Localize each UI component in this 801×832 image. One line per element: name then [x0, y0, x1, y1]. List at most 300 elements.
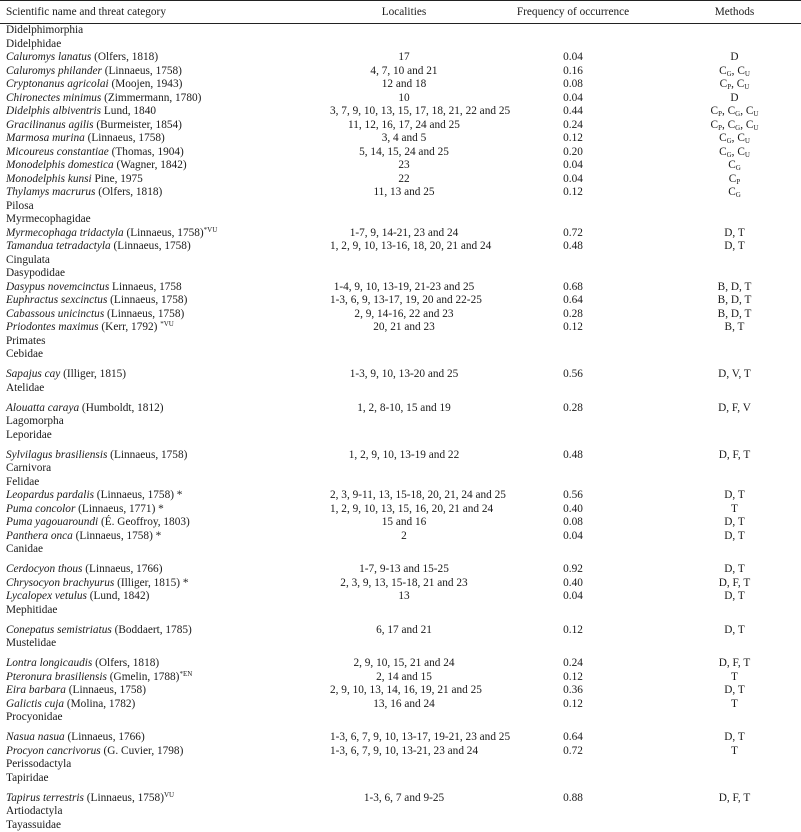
species-row — [0, 684, 801, 698]
frequency-cell: 0.16 — [478, 65, 668, 79]
frequency-cell: 0.72 — [478, 227, 668, 241]
localities-cell: 1-4, 9, 10, 13-19, 21-23 and 25 — [330, 281, 478, 295]
taxon-group-label: Dasypodidae — [0, 267, 801, 281]
species-name: Didelphis albiventris — [6, 105, 101, 117]
methods-cell — [668, 402, 801, 416]
species-row — [0, 368, 801, 382]
species-row — [0, 240, 801, 254]
species-row — [0, 590, 801, 604]
table-header — [0, 1, 801, 24]
method-subscript: G — [735, 124, 740, 132]
species-name: Marmosa murina — [6, 132, 85, 144]
method-subscript: U — [753, 124, 758, 132]
species-authority: (Linnaeus, 1758) * — [73, 530, 161, 542]
species-row — [0, 78, 801, 92]
species-authority: (Linnaeus, 1758) — [66, 684, 146, 696]
localities-cell: 23 — [330, 159, 478, 173]
species-row — [0, 731, 801, 745]
species-authority: (Linnaeus, 1758) — [107, 294, 187, 306]
species-authority: (Burmeister, 1854) — [94, 119, 182, 131]
taxon-group-label: Atelidae — [0, 382, 801, 396]
species-authority: (Linnaeus, 1758) — [111, 240, 191, 252]
taxon-group-label: Cebidae — [0, 348, 801, 362]
scientific-name-cell — [0, 657, 330, 671]
method-code: B, D, T — [718, 294, 752, 306]
method-subscript: G — [727, 151, 732, 159]
methods-cell — [668, 105, 801, 119]
localities-cell: 15 and 16 — [330, 516, 478, 530]
frequency-cell: 0.04 — [478, 92, 668, 106]
species-name: Gracilinanus agilis — [6, 119, 94, 131]
method-code: B, D, T — [718, 281, 752, 293]
localities-cell: 1-3, 9, 10, 13-20 and 25 — [330, 368, 478, 382]
species-authority: (Olfers, 1818) — [92, 657, 159, 669]
species-row — [0, 577, 801, 591]
taxon-group-row — [0, 711, 801, 725]
localities-cell: 13, 16 and 24 — [330, 698, 478, 712]
taxon-group-row — [0, 415, 801, 429]
localities-cell: 1-7, 9, 14-21, 23 and 24 — [330, 227, 478, 241]
methods-cell — [668, 321, 801, 335]
species-authority: (Illiger, 1815) — [60, 368, 126, 380]
localities-cell: 2, 9, 14-16, 22 and 23 — [330, 308, 478, 322]
method-code: C — [711, 119, 719, 131]
species-row — [0, 186, 801, 200]
species-row — [0, 698, 801, 712]
methods-cell — [668, 51, 801, 65]
methods-cell — [668, 657, 801, 671]
species-name: Priodontes maximus — [6, 321, 99, 333]
method-code: , C — [740, 105, 753, 117]
scientific-name-cell — [0, 530, 330, 544]
species-name: Euphractus sexcinctus — [6, 294, 107, 306]
frequency-cell: 0.92 — [478, 563, 668, 577]
species-name: Tapirus terrestris — [6, 792, 84, 804]
species-authority: (Linnaeus, 1758) — [84, 792, 164, 804]
frequency-cell: 0.12 — [478, 698, 668, 712]
method-subscript: G — [736, 191, 741, 199]
taxon-group-row — [0, 200, 801, 214]
scientific-name-cell — [0, 186, 330, 200]
threat-category: VU — [164, 791, 174, 799]
scientific-name-cell — [0, 368, 330, 382]
species-name: Monodelphis domestica — [6, 159, 114, 171]
species-authority: (Illiger, 1815) * — [114, 577, 188, 589]
taxon-group-row — [0, 335, 801, 349]
scientific-name-cell — [0, 792, 330, 806]
localities-cell: 3, 7, 9, 10, 13, 15, 17, 18, 21, 22 and 25 — [330, 105, 478, 119]
localities-cell: 1-3, 6, 7, 9, 10, 13-17, 19-21, 23 and 25 — [330, 731, 478, 745]
scientific-name-cell — [0, 516, 330, 530]
taxon-group-label: Tapiridae — [0, 772, 801, 786]
frequency-cell: 0.64 — [478, 294, 668, 308]
species-row — [0, 321, 801, 335]
scientific-name-cell — [0, 281, 330, 295]
scientific-name-cell — [0, 503, 330, 517]
species-row — [0, 227, 801, 241]
method-subscript: G — [727, 70, 732, 78]
methods-cell — [668, 503, 801, 517]
method-code: D, F, T — [719, 577, 751, 589]
taxon-group-label: Didelphidae — [0, 38, 801, 52]
localities-cell: 1-7, 9-13 and 15-25 — [330, 563, 478, 577]
scientific-name-cell — [0, 240, 330, 254]
methods-cell — [668, 132, 801, 146]
localities-cell: 2, 3, 9-11, 13, 15-18, 20, 21, 24 and 25 — [330, 489, 478, 503]
taxon-group-row — [0, 348, 801, 362]
frequency-cell: 0.48 — [478, 240, 668, 254]
taxon-group-label: Canidae — [0, 543, 801, 557]
method-code: D, T — [724, 590, 745, 602]
method-subscript: U — [745, 151, 750, 159]
species-authority: (Linnaeus, 1758) — [124, 227, 204, 239]
species-name: Nasua nasua — [6, 731, 65, 743]
method-code: C — [729, 173, 737, 185]
methods-cell — [668, 308, 801, 322]
localities-cell: 12 and 18 — [330, 78, 478, 92]
frequency-cell: 0.08 — [478, 516, 668, 530]
taxon-group-label: Felidae — [0, 476, 801, 490]
frequency-cell: 0.20 — [478, 146, 668, 160]
taxon-group-row — [0, 604, 801, 618]
localities-cell: 1, 2, 8-10, 15 and 19 — [330, 402, 478, 416]
method-code: , C — [732, 146, 745, 158]
localities-cell: 2, 3, 9, 13, 15-18, 21 and 23 — [330, 577, 478, 591]
localities-cell: 1, 2, 9, 10, 13, 15, 16, 20, 21 and 24 — [330, 503, 478, 517]
methods-cell — [668, 159, 801, 173]
method-code: C — [720, 78, 728, 90]
frequency-cell: 0.04 — [478, 530, 668, 544]
species-authority: (Linnaeus, 1758) — [104, 308, 184, 320]
localities-cell: 1-3, 6, 9, 13-17, 19, 20 and 22-25 — [330, 294, 478, 308]
taxon-group-row — [0, 382, 801, 396]
method-code: D, T — [724, 684, 745, 696]
scientific-name-cell — [0, 51, 330, 65]
species-row — [0, 51, 801, 65]
species-row — [0, 294, 801, 308]
frequency-cell: 0.04 — [478, 173, 668, 187]
frequency-cell: 0.24 — [478, 657, 668, 671]
scientific-name-cell — [0, 731, 330, 745]
header-scientific-name: Scientific name and threat category — [0, 1, 330, 24]
method-subscript: P — [727, 83, 731, 91]
scientific-name-cell — [0, 684, 330, 698]
scientific-name-cell — [0, 321, 330, 335]
localities-cell: 4, 7, 10 and 21 — [330, 65, 478, 79]
localities-cell: 3, 4 and 5 — [330, 132, 478, 146]
species-name: Chironectes minimus — [6, 92, 101, 104]
method-code: C — [711, 105, 719, 117]
frequency-cell: 0.12 — [478, 671, 668, 685]
method-subscript: U — [745, 70, 750, 78]
method-code: , C — [740, 119, 753, 131]
method-subscript: G — [735, 110, 740, 118]
frequency-cell: 0.04 — [478, 590, 668, 604]
species-authority: (Molina, 1782) — [64, 698, 135, 710]
method-code: D, F, T — [719, 449, 751, 461]
methods-cell — [668, 698, 801, 712]
species-authority: (Humboldt, 1812) — [79, 402, 163, 414]
localities-cell: 13 — [330, 590, 478, 604]
taxon-group-label: Primates — [0, 335, 801, 349]
method-subscript: P — [736, 178, 740, 186]
taxon-group-label: Didelphimorphia — [0, 24, 801, 38]
species-authority: (Thomas, 1904) — [109, 146, 184, 158]
species-name: Sylvilagus brasiliensis — [6, 449, 107, 461]
method-code: T — [731, 745, 738, 757]
localities-cell: 17 — [330, 51, 478, 65]
method-code: D, F, T — [719, 792, 751, 804]
frequency-cell: 0.08 — [478, 78, 668, 92]
species-authority: (Lund, 1842) — [87, 590, 149, 602]
taxon-group-row — [0, 24, 801, 38]
taxon-group-row — [0, 758, 801, 772]
header-methods: Methods — [668, 1, 801, 24]
scientific-name-cell — [0, 119, 330, 133]
scientific-name-cell — [0, 671, 330, 685]
scientific-name-cell — [0, 745, 330, 759]
species-row — [0, 146, 801, 160]
species-row — [0, 281, 801, 295]
species-row — [0, 516, 801, 530]
taxon-group-row — [0, 267, 801, 281]
species-row — [0, 132, 801, 146]
method-code: D — [730, 51, 738, 63]
species-row — [0, 563, 801, 577]
method-subscript: G — [736, 164, 741, 172]
species-row — [0, 159, 801, 173]
method-code: D, F, T — [719, 657, 751, 669]
frequency-cell: 0.28 — [478, 308, 668, 322]
frequency-cell: 0.12 — [478, 132, 668, 146]
species-name: Chrysocyon brachyurus — [6, 577, 114, 589]
species-row — [0, 745, 801, 759]
species-name: Panthera onca — [6, 530, 73, 542]
method-subscript: P — [718, 110, 722, 118]
species-name: Thylamys macrurus — [6, 186, 95, 198]
frequency-cell: 0.64 — [478, 731, 668, 745]
species-row — [0, 503, 801, 517]
frequency-cell: 0.68 — [478, 281, 668, 295]
taxon-group-label: Cingulata — [0, 254, 801, 268]
species-authority: (Moojen, 1943) — [109, 78, 183, 90]
localities-cell: 10 — [330, 92, 478, 106]
species-row — [0, 671, 801, 685]
methods-cell — [668, 92, 801, 106]
localities-cell: 1-3, 6, 7, 9, 10, 13-21, 23 and 24 — [330, 745, 478, 759]
localities-cell: 22 — [330, 173, 478, 187]
frequency-cell: 0.44 — [478, 105, 668, 119]
species-name: Tamandua tetradactyla — [6, 240, 111, 252]
species-row — [0, 449, 801, 463]
species-authority: (Linnaeus, 1766) — [82, 563, 162, 575]
methods-cell — [668, 227, 801, 241]
method-code: D, T — [724, 240, 745, 252]
method-subscript: U — [753, 110, 758, 118]
species-authority: (Linnaeus, 1766) — [65, 731, 145, 743]
species-row — [0, 489, 801, 503]
methods-cell — [668, 684, 801, 698]
localities-cell: 2, 9, 10, 13, 14, 16, 19, 21 and 25 — [330, 684, 478, 698]
species-authority: Lund, 1840 — [101, 105, 156, 117]
species-authority: (Linnaeus, 1758) * — [94, 489, 182, 501]
localities-cell: 1, 2, 9, 10, 13-16, 18, 20, 21 and 24 — [330, 240, 478, 254]
scientific-name-cell — [0, 577, 330, 591]
methods-cell — [668, 281, 801, 295]
frequency-cell: 0.72 — [478, 745, 668, 759]
methods-cell — [668, 173, 801, 187]
scientific-name-cell — [0, 489, 330, 503]
species-authority: (Boddaert, 1785) — [112, 624, 192, 636]
species-authority: (G. Cuvier, 1798) — [101, 745, 184, 757]
header-localities: Localities — [330, 1, 478, 24]
scientific-name-cell — [0, 227, 330, 241]
species-row — [0, 624, 801, 638]
species-authority: (Wagner, 1842) — [114, 159, 187, 171]
species-authority: (Olfers, 1818) — [95, 186, 162, 198]
taxon-group-label: Leporidae — [0, 429, 801, 443]
species-name: Lycalopex vetulus — [6, 590, 87, 602]
method-code: D, V, T — [718, 368, 751, 380]
method-code: C — [728, 159, 736, 171]
methods-cell — [668, 368, 801, 382]
species-authority: Pine, 1975 — [92, 173, 143, 185]
scientific-name-cell — [0, 590, 330, 604]
method-code: D, T — [724, 489, 745, 501]
methods-cell — [668, 146, 801, 160]
method-code: B, T — [725, 321, 745, 333]
species-row — [0, 657, 801, 671]
scientific-name-cell — [0, 294, 330, 308]
localities-cell: 1-3, 6, 7 and 9-25 — [330, 792, 478, 806]
localities-cell: 5, 14, 15, 24 and 25 — [330, 146, 478, 160]
species-name: Caluromys lanatus — [6, 51, 91, 63]
frequency-cell: 0.56 — [478, 489, 668, 503]
species-authority: (É. Geoffroy, 1803) — [98, 516, 190, 528]
method-code: , C — [732, 65, 745, 77]
frequency-cell: 0.04 — [478, 159, 668, 173]
frequency-cell: 0.40 — [478, 577, 668, 591]
taxon-group-row — [0, 476, 801, 490]
method-subscript: U — [744, 83, 749, 91]
taxon-group-label: Lagomorpha — [0, 415, 801, 429]
taxon-group-label: Tayassuidae — [0, 819, 801, 832]
species-authority: Linnaeus, 1758 — [109, 281, 181, 293]
method-code: C — [719, 146, 727, 158]
species-row — [0, 173, 801, 187]
taxon-group-row — [0, 819, 801, 832]
frequency-cell: 0.28 — [478, 402, 668, 416]
species-name: Pteronura brasiliensis — [6, 671, 107, 683]
method-code: D, T — [724, 516, 745, 528]
species-name: Cerdocyon thous — [6, 563, 82, 575]
method-code: C — [719, 65, 727, 77]
methods-cell — [668, 449, 801, 463]
species-row — [0, 308, 801, 322]
method-code: D, T — [724, 227, 745, 239]
taxon-group-row — [0, 543, 801, 557]
method-code: D — [730, 92, 738, 104]
frequency-cell: 0.12 — [478, 624, 668, 638]
method-code: D, T — [724, 731, 745, 743]
method-subscript: P — [718, 124, 722, 132]
species-name: Eira barbara — [6, 684, 66, 696]
methods-cell — [668, 577, 801, 591]
taxon-group-row — [0, 429, 801, 443]
localities-cell: 11, 12, 16, 17, 24 and 25 — [330, 119, 478, 133]
species-row — [0, 792, 801, 806]
methods-cell — [668, 65, 801, 79]
scientific-name-cell — [0, 146, 330, 160]
localities-cell: 20, 21 and 23 — [330, 321, 478, 335]
method-code: C — [728, 186, 736, 198]
method-code: D, T — [724, 563, 745, 575]
taxon-group-label: Pilosa — [0, 200, 801, 214]
frequency-cell: 0.56 — [478, 368, 668, 382]
taxon-group-row — [0, 38, 801, 52]
method-code: , C — [722, 105, 735, 117]
species-authority: (Linnaeus, 1758) — [107, 449, 187, 461]
method-code: T — [731, 671, 738, 683]
frequency-cell: 0.12 — [478, 321, 668, 335]
methods-cell — [668, 792, 801, 806]
species-authority: (Olfers, 1818) — [91, 51, 158, 63]
localities-cell: 2, 9, 10, 15, 21 and 24 — [330, 657, 478, 671]
taxon-group-row — [0, 254, 801, 268]
species-name: Micoureus constantiae — [6, 146, 109, 158]
localities-cell: 1, 2, 9, 10, 13-19 and 22 — [330, 449, 478, 463]
localities-cell: 11, 13 and 25 — [330, 186, 478, 200]
species-authority: (Linnaeus, 1758) — [102, 65, 182, 77]
methods-cell — [668, 563, 801, 577]
scientific-name-cell — [0, 173, 330, 187]
frequency-cell: 0.04 — [478, 51, 668, 65]
species-authority: (Zimmermann, 1780) — [101, 92, 201, 104]
localities-cell: 2, 14 and 15 — [330, 671, 478, 685]
taxon-group-label: Procyonidae — [0, 711, 801, 725]
scientific-name-cell — [0, 78, 330, 92]
method-code: D, T — [724, 530, 745, 542]
method-code: C — [719, 132, 727, 144]
species-row — [0, 105, 801, 119]
threat-category: *VU — [160, 320, 174, 328]
taxon-group-label: Artiodactyla — [0, 805, 801, 819]
scientific-name-cell — [0, 624, 330, 638]
methods-cell — [668, 78, 801, 92]
taxon-group-row — [0, 213, 801, 227]
table-body — [0, 24, 801, 832]
species-authority: (Linnaeus, 1758) — [85, 132, 165, 144]
species-name: Puma yagouaroundi — [6, 516, 98, 528]
species-authority: (Kerr, 1792) — [99, 321, 161, 333]
method-subscript: U — [745, 137, 750, 145]
methods-cell — [668, 624, 801, 638]
species-name: Alouatta caraya — [6, 402, 79, 414]
taxon-group-label: Perissodactyla — [0, 758, 801, 772]
methods-cell — [668, 119, 801, 133]
frequency-cell: 0.12 — [478, 186, 668, 200]
species-name: Monodelphis kunsi — [6, 173, 92, 185]
method-code: B, D, T — [718, 308, 752, 320]
frequency-cell: 0.40 — [478, 503, 668, 517]
species-name: Puma concolor — [6, 503, 75, 515]
methods-cell — [668, 745, 801, 759]
species-name: Leopardus pardalis — [6, 489, 94, 501]
frequency-cell: 0.36 — [478, 684, 668, 698]
method-code: T — [731, 503, 738, 515]
taxon-group-row — [0, 462, 801, 476]
threat-category: *VU — [204, 226, 218, 234]
